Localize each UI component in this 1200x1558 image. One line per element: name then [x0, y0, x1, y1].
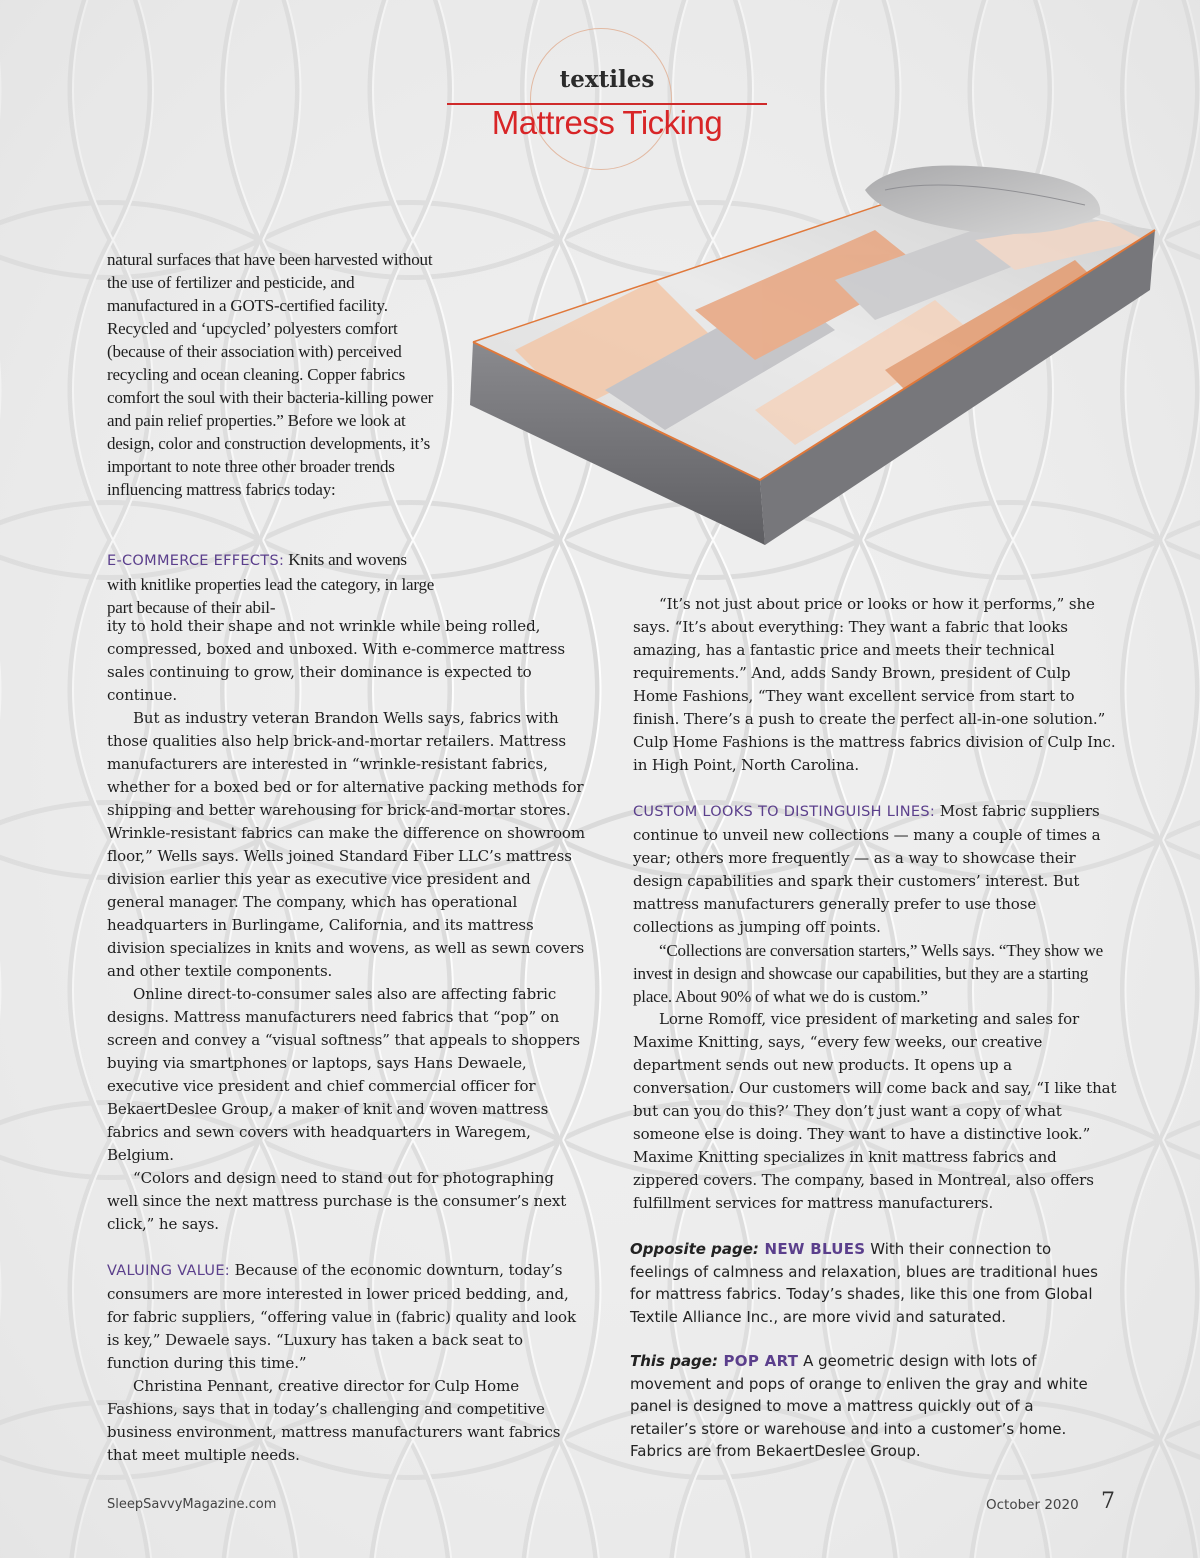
footer-site: SleepSavvyMagazine.com: [107, 1497, 277, 1512]
caption-opposite-text: With their connection to feelings of calmness and relaxation, blues are traditional hues for mattress fabrics. Today’s shades, like this one from Global Textile Alliance Inc., are more vivid and saturated.: [630, 1240, 1098, 1326]
value-text: Because of the economic downturn, today’s consumers are more interested in lower priced bedding, and, for fabric suppliers, “offering value in (fabric) quality and look is key,” Dewaele says. “Luxury has taken a back seat to function during this time.”: [107, 1261, 576, 1372]
custom-heading: CUSTOM LOOKS TO DISTINGUISH LINES:: [633, 804, 936, 820]
intro-paragraph: natural surfaces that have been harvested without the use of fertilizer and pesticide, and manufactured in a GOTS-certified facility. Recycled and ‘upcycled’ polyesters comfort (because of their association with) perceived recycling and ocean cleaning. Copper fabrics comfort the soul with their bacteria-killing power and pain relief properties.” Before we look at design, color and construction developments, it’s important to note three other broader trends influencing mattress fabrics today:: [107, 250, 434, 499]
page-number: 7: [1101, 1489, 1115, 1514]
ecommerce-lead-block: [107, 548, 437, 619]
right-column: [633, 593, 1117, 1215]
page-title: Mattress Ticking: [491, 104, 723, 141]
caption-opposite-label: Opposite page:: [630, 1240, 759, 1258]
mattress-photo: [455, 160, 1175, 560]
captions-block: [630, 1238, 1100, 1463]
ecommerce-paragraph-cont: ity to hold their shape and not wrinkle while being rolled, compressed, boxed and unboxed. With e-commerce mattress sales continuing to grow, their dominance is expected to continue.: [107, 617, 565, 704]
ecommerce-paragraph-2: But as industry veteran Brandon Wells says, fabrics with those qualities also help brick-and-mortar retailers. Mattress manufacturers are interested in “wrinkle-resistant fabrics, whether for a boxed bed or for alternative packing methods for shipping and better warehousing for brick-and-mortar stores. Wrinkle-resistant fabrics can make the difference on showroom floor,” Wells says. Wells joined Standard Fiber LLC’s mattress division earlier this year as executive vice president and general manager. The company, which has operational headquarters in Burlingame, California, and its mattress division specializes in knits and wovens, as well as sewn covers and other textile components.: [107, 709, 585, 980]
caption-this-label: This page:: [630, 1352, 718, 1370]
caption-this-heading: POP ART: [717, 1352, 799, 1370]
custom-text: Most fabric suppliers continue to unveil new collections — many a couple of times a year; others more frequently — as a way to showcase their design capabilities and spark their customers’ interest. But mattress manufacturers generally prefer to use those collections as jumping off points.: [633, 802, 1101, 936]
custom-paragraph-3: Lorne Romoff, vice president of marketing and sales for Maxime Knitting, says, “every few weeks, our creative department sends out new products. It opens up a conversation. Our customers will come back and say, “I like that but can you do this?’ They don’t just want a copy of what someone else is doing. They want to have a distinctive look.” Maxime Knitting specializes in knit mattress fabrics and zippered covers. The company, based in Montreal, also offers fulfillment services for mattress manufacturers.: [633, 1010, 1117, 1212]
section-label: textiles: [559, 66, 655, 93]
custom-paragraph-1: [633, 800, 1117, 939]
ecommerce-paragraph-3: Online direct-to-consumer sales also are affecting fabric designs. Mattress manufacturers need fabrics that “pop” on screen and convey a “visual softness” that appeals to shoppers buying via smartphones or laptops, says Hans Dewaele, executive vice president and chief commercial officer for BekaertDeslee Group, a maker of knit and woven mattress fabrics and sewn covers with headquarters in Waregem, Belgium.: [107, 985, 580, 1164]
caption-opposite-page: [630, 1238, 1100, 1328]
caption-this-text: A geometric design with lots of movement and pops of orange to enliven the gray and white panel is designed to move a mattress quickly out of a retailer’s store or warehouse and into a customer’s home. Fabrics are from BekaertDeslee Group.: [630, 1352, 1088, 1460]
footer-date: October 2020: [986, 1497, 1079, 1513]
ecommerce-paragraph-4: “Colors and design need to stand out for photographing well since the next mattress purchase is the consumer’s next click,” he says.: [107, 1169, 567, 1233]
custom-paragraph-2: “Collections are conversation starters,” Wells says. “They show we invest in design and showcase our capabilities, but they are a starting place. About 90% of what we do is custom.”: [633, 941, 1103, 1006]
ecommerce-heading: E-COMMERCE EFFECTS:: [107, 553, 285, 569]
value-heading: VALUING VALUE:: [107, 1263, 230, 1279]
caption-opposite-heading: NEW BLUES: [758, 1240, 866, 1258]
value-paragraph-2: Christina Pennant, creative director for Culp Home Fashions, says that in today’s challenging and competitive business environment, mattress manufacturers want fabrics that meet multiple needs.: [107, 1377, 561, 1464]
header-circle-ornament: [530, 28, 672, 170]
value-paragraph-1: [107, 1259, 589, 1375]
intro-block: [107, 248, 437, 501]
caption-this-page: [630, 1350, 1100, 1463]
left-column: [107, 615, 589, 1467]
ecommerce-lead-text: Knits and wovens with knitlike properties lead the category, in large part because of their abil-: [107, 550, 435, 617]
quote-paragraph: “It’s not just about price or looks or how it performs,” she says. “It’s about everything: They want a fabric that looks amazing, has a fantastic price and meets their technical requirements.” And, adds Sandy Brown, president of Culp Home Fashions, “They want excellent service from start to finish. There’s a push to create the perfect all-in-one solution.” Culp Home Fashions is the mattress fabrics division of Culp Inc. in High Point, North Carolina.: [633, 595, 1116, 774]
